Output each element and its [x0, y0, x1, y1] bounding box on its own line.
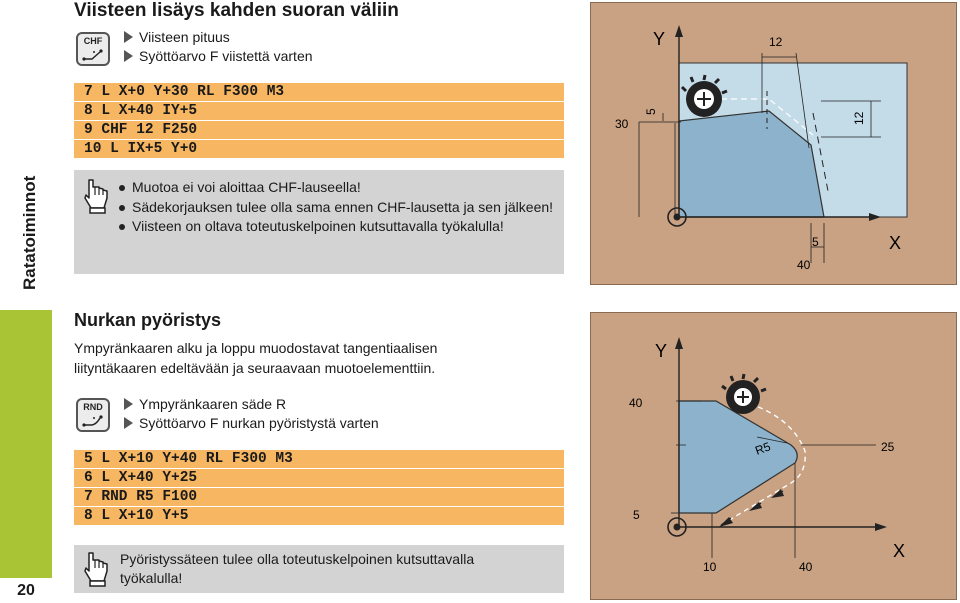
- pointing-hand-icon: [84, 178, 110, 214]
- rounding-note-text: Pyöristyssäteen tulee olla toteutuskelpoinen kutsuttavalla työkalulla!: [120, 551, 475, 586]
- dim-y40: 40: [629, 396, 643, 410]
- chamfer-title: Viisteen lisäys kahden suoran väliin: [74, 0, 399, 21]
- rounding-figure: [590, 312, 957, 600]
- side-color-bar: [0, 310, 52, 603]
- chamfer-drawing: [591, 3, 956, 284]
- rounding-code-block: [74, 450, 564, 526]
- chf-softkey-icon: [76, 32, 110, 66]
- note-item: Muotoa ei voi aloittaa CHF-lauseella!: [116, 178, 560, 198]
- dim-x5: 5: [812, 235, 819, 249]
- rounding-symbol-icon: [78, 414, 108, 428]
- rounding-prompt-2: Syöttöarvo F nurkan pyöristystä varten: [124, 414, 379, 433]
- rounding-drawing: [591, 313, 956, 599]
- x-axis-label: X: [893, 541, 906, 561]
- dim-chamfer-length: 12: [769, 35, 783, 49]
- arrow-right-icon: [124, 50, 133, 62]
- y-axis-label: Y: [653, 29, 666, 49]
- chamfer-code-block: [74, 83, 564, 159]
- code-line: 7 L X+0 Y+30 RL F300 M3: [74, 83, 564, 102]
- dim-x40: 40: [799, 560, 813, 574]
- arrow-right-icon: [124, 417, 133, 429]
- dim-x40: 40: [797, 258, 811, 272]
- arrow-right-icon: [124, 398, 133, 410]
- dim-chamfer-y: 12: [852, 111, 866, 125]
- rnd-softkey-label: RND: [83, 402, 103, 412]
- arrow-right-icon: [124, 31, 133, 43]
- chf-softkey-label: CHF: [83, 36, 103, 46]
- chamfer-note: [74, 170, 564, 274]
- code-line: 6 L X+40 Y+25: [74, 469, 564, 488]
- x-axis-label: X: [889, 233, 902, 253]
- code-line: 5 L X+10 Y+40 RL F300 M3: [74, 450, 564, 469]
- rounding-intro: Ympyränkaaren alku ja loppu muodostavat tangentiaalisen liityntäkaaren edeltävään ja seuraavaan muotoelementtiin.: [74, 340, 438, 376]
- rounding-title: Nurkan pyöristys: [74, 310, 222, 330]
- y-axis-label: Y: [655, 341, 668, 361]
- note-item: Viisteen on oltava toteutuskelpoinen kutsuttavalla työkalulla!: [116, 217, 560, 237]
- code-line: 9 CHF 12 F250: [74, 121, 564, 140]
- dim-x10: 10: [703, 560, 717, 574]
- chamfer-prompt-1: Viisteen pituus: [124, 28, 230, 47]
- chamfer-figure: [590, 2, 957, 285]
- chamfer-symbol-icon: [78, 48, 108, 62]
- dim-radius: R5: [753, 439, 773, 458]
- dim-y25: 25: [881, 440, 895, 454]
- rnd-softkey-icon: [76, 398, 110, 432]
- side-tab-label: Ratatoiminnot: [20, 175, 39, 290]
- side-tab: [0, 0, 50, 310]
- code-line: 10 L IX+5 Y+0: [74, 140, 564, 159]
- note-item: Sädekorjauksen tulee olla sama ennen CHF-lausetta ja sen jälkeen!: [116, 198, 560, 218]
- page-number: 20: [0, 578, 52, 603]
- dim-y5: 5: [633, 508, 640, 522]
- code-line: 8 L X+40 IY+5: [74, 102, 564, 121]
- rounding-prompt-1: Ympyränkaaren säde R: [124, 395, 286, 414]
- code-line: 7 RND R5 F100: [74, 488, 564, 507]
- dim-y30: 30: [615, 117, 629, 131]
- code-line: 8 L X+10 Y+5: [74, 507, 564, 526]
- chamfer-prompt-2: Syöttöarvo F viistettä varten: [124, 47, 313, 66]
- pointing-hand-icon: [84, 551, 110, 587]
- rounding-note: [74, 545, 564, 593]
- dim-y5: 5: [644, 108, 658, 115]
